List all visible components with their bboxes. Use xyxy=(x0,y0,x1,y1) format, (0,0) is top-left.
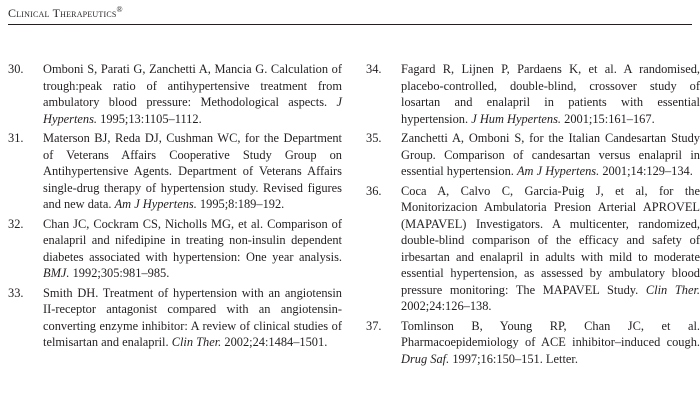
reference-citation: 1995;13:1105–1112. xyxy=(100,111,202,126)
reference-number: 30. xyxy=(8,62,24,76)
journal-title: Clinical Therapeutics xyxy=(8,6,117,20)
reference-journal: BMJ. xyxy=(43,266,70,280)
reference-citation: 2002;24:1484–1501. xyxy=(224,335,328,349)
reference-journal: Am J Hypertens. xyxy=(114,197,197,211)
reference-text xyxy=(43,216,342,282)
reference-authors-title: Chan JC, Cockram CS, Nicholls MG, et al. Comparison of enalapril and nifedipine in treating non-insulin dependent diabetes associated with hypertension: One year analysis. xyxy=(43,216,342,264)
references-right-column xyxy=(366,61,700,370)
reference-number: 33. xyxy=(8,285,24,300)
reference-authors-title: Smith DH. Treatment of hypertension with an angiotensin II-receptor antagonist compared with an angiotensin-converting enzyme inhibitor: A review of clinical studies of telmisartan and enalapril. xyxy=(43,285,342,349)
reference-text xyxy=(401,61,700,127)
reference-text xyxy=(401,130,700,180)
reference-citation: 1997;16:150–151. Letter. xyxy=(452,351,578,366)
reference-text xyxy=(401,183,700,315)
reference-authors-title: Tomlinson B, Young RP, Chan JC, et al. Pharmacoepidemiology of ACE inhibitor–induced cough. xyxy=(401,318,700,349)
reference-33 xyxy=(8,285,342,351)
reference-35 xyxy=(366,130,700,180)
reference-authors-title: Fagard R, Lijnen P, Pardaens K, et al. A randomised, placebo-controlled, double-blind, crossover study of losartan and enalapril in patients with essential hypertension. xyxy=(401,62,700,126)
reference-authors-title: Coca A, Calvo C, Garcia-Puig J, et al, for the Monitorizacion Ambulatoria Presion Arterial APROVEL (MAPAVEL) Investigators. A multicenter, randomized, double-blind comparison of the efficacy and safety of irbesartan and enalapril in adults with mild to moderate essential hypertension, as assessed by ambulatory blood pressure monitoring: The MAPAVEL Study. xyxy=(401,183,700,297)
reference-journal: Drug Saf. xyxy=(401,351,450,366)
reference-text xyxy=(401,318,700,368)
reference-authors-title: Zanchetti A, Omboni S, for the Italian Candesartan Study Group. Comparison of candesartan versus enalapril in essential hypertension. xyxy=(401,131,700,178)
reference-number: 37. xyxy=(366,318,382,333)
reference-journal: Clin Ther. xyxy=(171,335,222,349)
reference-number: 35. xyxy=(366,131,382,145)
reference-number: 31. xyxy=(8,131,24,145)
reference-36 xyxy=(366,183,700,315)
header-rule xyxy=(8,24,692,25)
reference-authors-title: Omboni S, Parati G, Zanchetti A, Mancia G. Calculation of trough:peak ratio of antihypertensive treatment from ambulatory blood pressure: Methodological aspects. xyxy=(43,62,342,109)
reference-citation: 2001;14:129–134. xyxy=(602,164,693,178)
running-header xyxy=(8,5,123,21)
reference-31 xyxy=(8,130,342,213)
reference-37 xyxy=(366,318,700,368)
reference-number: 34. xyxy=(366,62,382,76)
reference-citation: 2002;24:126–138. xyxy=(401,299,492,313)
reference-journal: J Hypertens. xyxy=(43,95,342,126)
reference-journal: Clin Ther. xyxy=(645,282,700,297)
reference-citation: 1992;305:981–985. xyxy=(72,266,170,280)
reference-text xyxy=(43,130,342,213)
reference-authors-title: Materson BJ, Reda DJ, Cushman WC, for the Department of Veterans Affairs Cooperative Study Group on Antihypertensive Agents. Department of Veterans Affairs single-drug therapy of hypertension study. Revised figures and new data. xyxy=(43,131,342,211)
reference-32 xyxy=(8,216,342,282)
reference-journal: J Hum Hypertens. xyxy=(471,111,562,126)
registered-mark: ® xyxy=(116,5,123,14)
references-left-column xyxy=(8,61,342,354)
reference-34 xyxy=(366,61,700,127)
reference-30 xyxy=(8,61,342,127)
reference-citation: 2001;15:161–167. xyxy=(564,111,655,126)
reference-citation: 1995;8:189–192. xyxy=(199,197,285,211)
reference-number: 36. xyxy=(366,183,382,198)
reference-journal: Am J Hypertens. xyxy=(516,164,600,178)
reference-text xyxy=(43,61,342,127)
reference-text xyxy=(43,285,342,351)
reference-number: 32. xyxy=(8,216,24,231)
